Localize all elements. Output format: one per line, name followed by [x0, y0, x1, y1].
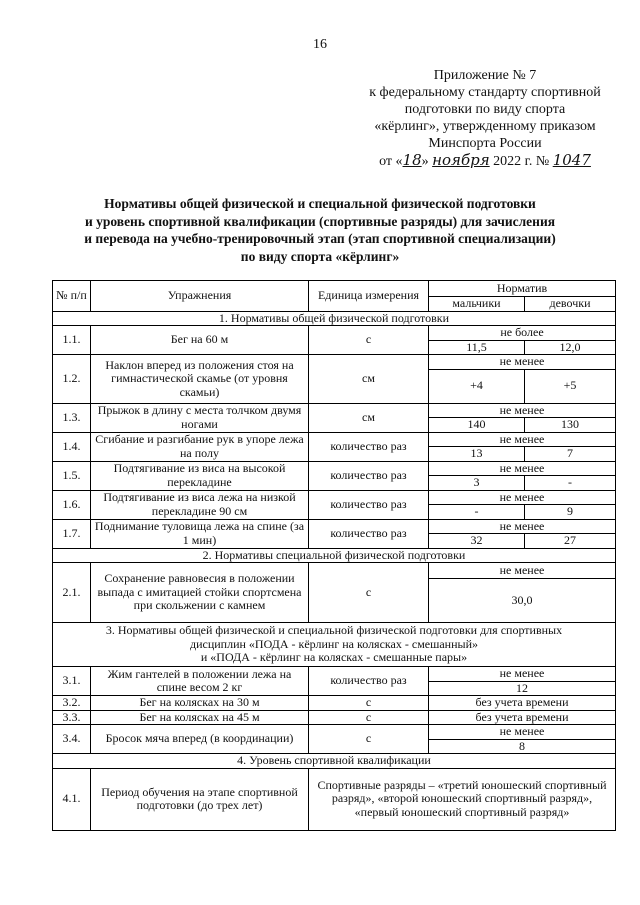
- row-num: 1.2.: [53, 355, 91, 404]
- appendix-line: «кёрлинг», утвержденному приказом: [374, 119, 596, 134]
- appendix-line: к федеральному стандарту спортивной: [369, 85, 601, 100]
- row-unit: количество раз: [309, 667, 429, 696]
- row-girls: 9: [525, 505, 616, 520]
- section-row: [53, 754, 616, 769]
- section-title: 1. Нормативы общей физической подготовки: [53, 311, 616, 326]
- row-num: 1.5.: [53, 461, 91, 490]
- row-exercise: Прыжок в длину с места толчком двумя ногами: [91, 403, 309, 432]
- row-girls: +5: [525, 369, 616, 403]
- row-girls: -: [525, 476, 616, 491]
- row-exercise: Бросок мяча вперед (в координации): [91, 725, 309, 754]
- table-row: [53, 696, 616, 711]
- header-num: № п/п: [53, 281, 91, 312]
- row-unit: см: [309, 403, 429, 432]
- appendix-block: [340, 67, 630, 170]
- row-unit: с: [309, 710, 429, 725]
- row-boys: -: [429, 505, 525, 520]
- row-num: 3.4.: [53, 725, 91, 754]
- row-condition: не менее: [429, 461, 616, 476]
- row-condition: не менее: [429, 490, 616, 505]
- row-value: 8: [429, 739, 616, 754]
- row-boys: 3: [429, 476, 525, 491]
- row-girls: 7: [525, 447, 616, 462]
- row-unit: с: [309, 563, 429, 623]
- date-year: 2022 г. №: [493, 154, 550, 169]
- row-exercise: Жим гантелей в положении лежа на спине весом 2 кг: [91, 667, 309, 696]
- row-num: 2.1.: [53, 563, 91, 623]
- table-row: [53, 326, 616, 341]
- section-title: 4. Уровень спортивной квалификации: [53, 754, 616, 769]
- row-condition: не менее: [429, 725, 616, 740]
- row-condition: не менее: [429, 355, 616, 370]
- row-exercise: Подтягивание из виса лежа на низкой перекладине 90 см: [91, 490, 309, 519]
- row-exercise: Поднимание туловища лежа на спине (за 1 мин): [91, 519, 309, 548]
- title-line: и перевода на учебно-тренировочный этап (этап спортивной специализации): [84, 231, 556, 246]
- standards-table: [52, 280, 616, 831]
- row-exercise: Сгибание и разгибание рук в упоре лежа на полу: [91, 432, 309, 461]
- row-unit: с: [309, 696, 429, 711]
- row-unit: количество раз: [309, 519, 429, 548]
- table-row: [53, 355, 616, 370]
- row-exercise: Наклон вперед из положения стоя на гимнастической скамье (от уровня скамьи): [91, 355, 309, 404]
- row-condition: не менее: [429, 667, 616, 682]
- row-condition: не более: [429, 326, 616, 341]
- appendix-line: подготовки по виду спорта: [404, 102, 566, 117]
- date-mid: »: [421, 154, 429, 169]
- section-row: [53, 623, 616, 667]
- row-value: Спортивные разряды – «третий юношеский спортивный разряд», «второй юношеский спортивный разряд», «первый юношеский спортивный разряд»: [309, 768, 616, 830]
- row-value: без учета времени: [429, 696, 616, 711]
- date-prefix: от «: [379, 154, 403, 169]
- row-exercise: Бег на 60 м: [91, 326, 309, 355]
- row-value: 30,0: [429, 579, 616, 623]
- row-condition: не менее: [429, 563, 616, 579]
- title-line: и уровень спортивной квалификации (спортивные разряды) для зачисления: [84, 213, 556, 229]
- section-title-line: дисциплин «ПОДА - кёрлинг на колясках - смешанный»: [189, 636, 479, 651]
- row-unit: количество раз: [309, 490, 429, 519]
- section-title: 2. Нормативы специальной физической подготовки: [53, 548, 616, 563]
- row-boys: 13: [429, 447, 525, 462]
- handwritten-order-number: 1047: [552, 151, 591, 169]
- table-row: [53, 667, 616, 682]
- header-unit: Единица измерения: [309, 281, 429, 312]
- page-number: 16: [313, 37, 327, 52]
- section-title: [53, 623, 616, 667]
- row-value: 12: [429, 681, 616, 696]
- row-girls: 130: [525, 418, 616, 433]
- table-row: [53, 519, 616, 534]
- row-boys: +4: [429, 369, 525, 403]
- title-line: Нормативы общей физической и специальной физической подготовки: [104, 196, 536, 211]
- table-row: [53, 403, 616, 418]
- section-row: [53, 311, 616, 326]
- row-exercise: Бег на колясках на 45 м: [91, 710, 309, 725]
- handwritten-month: ноября: [432, 151, 490, 169]
- table-row: [53, 461, 616, 476]
- section-title-line: 3. Нормативы общей физической и специальной физической подготовки для спортивных: [105, 623, 563, 638]
- header-exercise: Упражнения: [91, 281, 309, 312]
- row-num: 1.1.: [53, 326, 91, 355]
- header-girls: девочки: [525, 297, 616, 312]
- row-unit: с: [309, 326, 429, 355]
- row-girls: 27: [525, 534, 616, 549]
- row-value: без учета времени: [429, 710, 616, 725]
- row-boys: 11,5: [429, 340, 525, 355]
- row-num: 1.3.: [53, 403, 91, 432]
- row-exercise: Подтягивание из виса на высокой перекладине: [91, 461, 309, 490]
- row-num: 1.7.: [53, 519, 91, 548]
- order-date-line: [340, 152, 630, 170]
- row-unit: количество раз: [309, 432, 429, 461]
- row-unit: см: [309, 355, 429, 404]
- row-condition: не менее: [429, 403, 616, 418]
- row-girls: 12,0: [525, 340, 616, 355]
- row-boys: 140: [429, 418, 525, 433]
- section-title-line: и «ПОДА - кёрлинг на колясках - смешанные пары»: [200, 650, 468, 665]
- table-row: [53, 710, 616, 725]
- row-boys: 32: [429, 534, 525, 549]
- row-condition: не менее: [429, 519, 616, 534]
- row-exercise: Бег на колясках на 30 м: [91, 696, 309, 711]
- table-row: [53, 768, 616, 830]
- row-condition: не менее: [429, 432, 616, 447]
- row-num: 1.4.: [53, 432, 91, 461]
- row-num: 1.6.: [53, 490, 91, 519]
- handwritten-day: 18: [402, 151, 422, 169]
- table-header-row: [53, 281, 616, 297]
- appendix-line: Приложение № 7: [433, 68, 537, 83]
- row-unit: с: [309, 725, 429, 754]
- table-row: [53, 490, 616, 505]
- document-title: [30, 195, 610, 265]
- appendix-line: Минспорта России: [428, 136, 542, 151]
- table-row: [53, 725, 616, 740]
- row-num: 3.3.: [53, 710, 91, 725]
- row-exercise: Сохранение равновесия в положении выпада с имитацией стойки спортсмена при скольжении с камнем: [91, 563, 309, 623]
- row-num: 3.1.: [53, 667, 91, 696]
- row-exercise: Период обучения на этапе спортивной подготовки (до трех лет): [91, 768, 309, 830]
- title-line: по виду спорта «кёрлинг»: [240, 248, 400, 264]
- row-num: 4.1.: [53, 768, 91, 830]
- row-unit: количество раз: [309, 461, 429, 490]
- table-row: [53, 563, 616, 579]
- table-row: [53, 432, 616, 447]
- header-boys: мальчики: [429, 297, 525, 312]
- row-num: 3.2.: [53, 696, 91, 711]
- section-row: [53, 548, 616, 563]
- header-norm: Норматив: [429, 281, 616, 297]
